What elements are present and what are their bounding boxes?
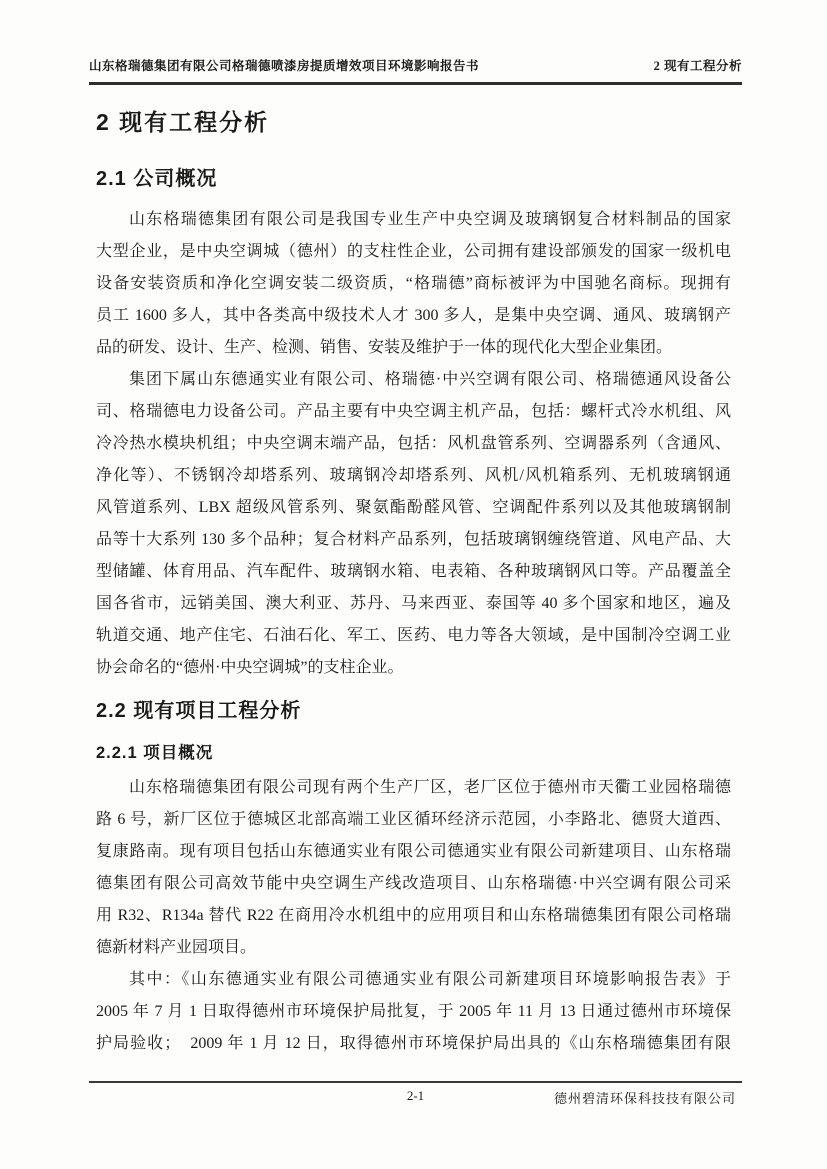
text-line: 员工 1600 多人，其中各类高中级技术人才 300 多人，是集中央空调、通风、玻璃钢产 [96,307,731,324]
text-line: 德集团有限公司高效节能中央空调生产线改造项目、山东格瑞德·中兴空调有限公司采 [96,875,731,892]
paragraph [96,772,731,964]
document-body [96,0,731,1060]
text-line: 其中：《山东德通实业有限公司德通实业有限公司新建项目环境影响报告表》于 [129,971,731,988]
page-footer [89,1081,742,1107]
text-line: 型储罐、体育用品、汽车配件、玻璃钢水箱、电表箱、各种玻璃钢风口等。产品覆盖全 [96,563,731,580]
text-line: 德新材料产业园项目。 [96,939,257,956]
text-line: 国各省市，远销美国、澳大利亚、苏丹、马来西亚、泰国等 40 多个国家和地区，遍及 [96,595,731,612]
text-line: 轨道交通、地产住宅、石油石化、军工、医药、电力等各大领域，是中国制冷空调工业 [96,627,731,644]
text-line: 集团下属山东德通实业有限公司、格瑞德·中兴空调有限公司、格瑞德通风设备公 [129,371,731,388]
subsection-heading: 2.2.1 项目概况 [96,744,214,762]
text-line: 设备安装资质和净化空调安装二级资质，“格瑞德”商标被评为中国驰名商标。现拥有 [96,275,731,292]
text-line: 品的研发、设计、生产、检测、销售、安装及维护于一体的现代化大型企业集团。 [96,339,673,356]
text-line: 复康路南。现有项目包括山东德通实业有限公司德通实业有限公司新建项目、山东格瑞 [96,843,731,860]
text-line: 路 6 号，新厂区位于德城区北部高端工业区循环经济示范园，小李路北、德贤大道西、 [96,811,731,828]
text-line: 司、格瑞德电力设备公司。产品主要有中央空调主机产品，包括：螺杆式冷水机组、风 [96,403,731,420]
text-line: 风管道系列、LBX 超级风管系列、聚氨酯酚醛风管、空调配件系列以及其他玻璃钢制 [96,499,731,516]
text-line: 山东格瑞德集团有限公司是我国专业生产中央空调及玻璃钢复合材料制品的国家 [129,211,731,228]
text-line: 大型企业，是中央空调城（德州）的支柱性企业，公司拥有建设部颁发的国家一级机电 [96,243,731,260]
header-report-title: 山东格瑞德集团有限公司格瑞德喷漆房提质增效项目环境影响报告书 [89,59,480,73]
text-line: 净化等）、不锈钢冷却塔系列、玻璃钢冷却塔系列、风机/风机箱系列、无机玻璃钢通 [96,467,731,484]
chapter-title: 2 现有工程分析 [96,109,270,135]
text-line: 用 R32、R134a 替代 R22 在商用冷水机组中的应用项目和山东格瑞德集团有限公司格瑞 [96,907,731,924]
paragraph [96,204,731,364]
section-heading: 2.2 现有项目工程分析 [96,700,302,722]
text-line: 护局验收； 2009 年 1 月 12 日，取得德州市环境保护局出具的《山东格瑞德集团有限 [96,1035,731,1052]
text-line: 协会命名的“德州·中央空调城”的支柱企业。 [96,659,404,676]
text-line: 品等十大系列 130 多个品种；复合材料产品系列，包括玻璃钢缠绕管道、风电产品、大 [96,531,731,548]
paragraph [96,364,731,684]
text-line: 山东格瑞德集团有限公司现有两个生产厂区，老厂区位于德州市天衢工业园格瑞德 [129,779,731,796]
section-heading: 2.1 公司概况 [96,168,218,190]
footer-company-name: 德州碧清环保科技技有限公司 [553,1091,736,1106]
text-line: 冷冷热水模块机组；中央空调末端产品，包括：风机盘管系列、空调器系列（含通风、 [96,435,731,452]
page-number: 2-1 [406,1088,425,1103]
text-line: 2005 年 7 月 1 日取得德州市环境保护局批复，于 2005 年 11 月 13 日通过德州市环境保 [96,1003,731,1020]
paragraph [96,964,731,1060]
header-chapter-label: 2 现有工程分析 [653,59,742,73]
